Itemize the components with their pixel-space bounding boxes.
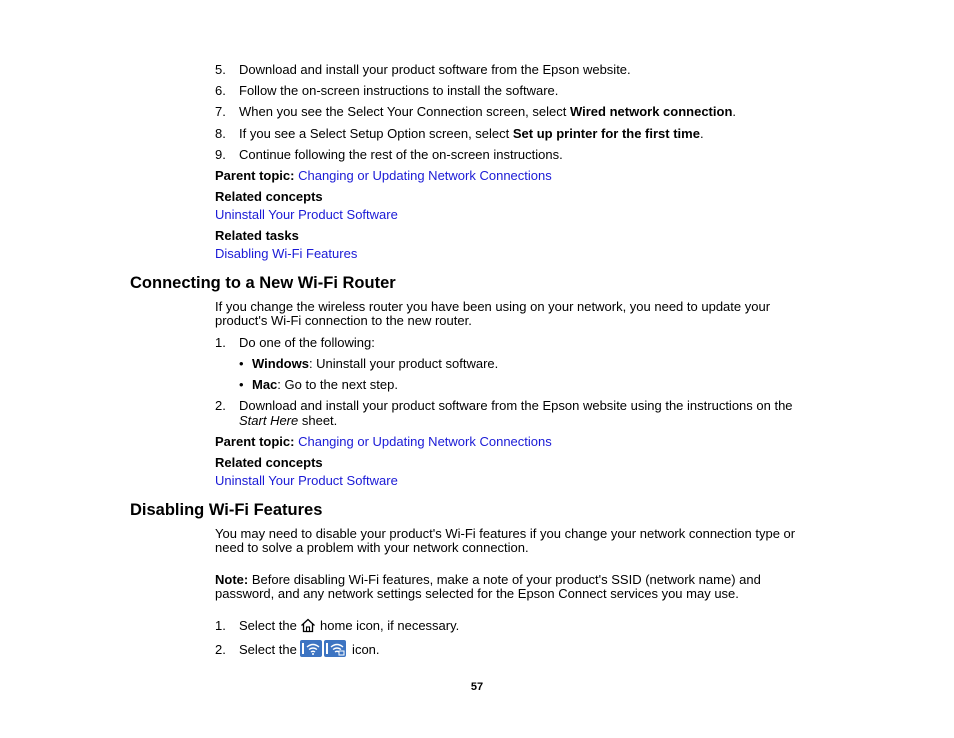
related-concepts-label: Related concepts xyxy=(215,455,323,470)
parent-topic-link[interactable]: Changing or Updating Network Connections xyxy=(298,434,552,449)
bullet: • xyxy=(239,377,244,392)
parent-topic-label: Parent topic: xyxy=(215,434,295,449)
step-number: 8. xyxy=(215,126,226,141)
related-concepts-link[interactable]: Uninstall Your Product Software xyxy=(215,207,398,222)
step-number: 5. xyxy=(215,62,226,77)
wifi-icon xyxy=(300,640,322,657)
step-text: If you see a Select Setup Option screen, select Set up printer for the first time. xyxy=(239,126,704,141)
parent-topic-line xyxy=(215,168,552,183)
home-icon xyxy=(300,618,316,636)
parent-topic-line xyxy=(215,434,552,449)
section2-intro: You may need to disable your product's Wi-Fi features if you change your network connection type or need to solve a problem with your network connection. xyxy=(215,526,796,555)
step-number: 1. xyxy=(215,618,226,633)
step-text: Do one of the following: xyxy=(239,335,375,350)
step-number: 6. xyxy=(215,83,226,98)
related-concepts-label: Related concepts xyxy=(215,189,323,204)
wifi-direct-icon xyxy=(324,640,346,657)
step-text: Download and install your product software from the Epson website. xyxy=(239,62,631,77)
note-label: Note: xyxy=(215,572,249,587)
step-text: Download and install your product software from the Epson website using the instructions on the Start Here sheet. xyxy=(239,398,793,428)
step-number: 2. xyxy=(215,398,226,413)
step-number: 2. xyxy=(215,642,226,657)
parent-topic-label: Parent topic: xyxy=(215,168,295,183)
step-number: 9. xyxy=(215,147,226,162)
section1-intro: If you change the wireless router you have been using on your network, you need to update your product's Wi-Fi connection to the new router. xyxy=(215,299,771,328)
section-heading-disabling-wifi: Disabling Wi-Fi Features xyxy=(130,501,323,519)
section-heading-new-router: Connecting to a New Wi-Fi Router xyxy=(130,274,396,292)
note: Note: Before disabling Wi-Fi features, make a note of your product's SSID (network name) and password, and any network settings selected for the Epson Connect services you may use. xyxy=(215,572,761,601)
bullet-item-mac: Mac: Go to the next step. xyxy=(252,377,398,392)
page-number: 57 xyxy=(470,681,484,693)
step-text: Select the home icon, if necessary. xyxy=(239,618,459,636)
related-tasks-link[interactable]: Disabling Wi-Fi Features xyxy=(215,246,358,261)
step-text: Select the icon. xyxy=(239,642,380,657)
bullet: • xyxy=(239,356,244,371)
step-text: Continue following the rest of the on-screen instructions. xyxy=(239,147,563,162)
step-text: When you see the Select Your Connection screen, select Wired network connection. xyxy=(239,104,737,119)
related-concepts-link[interactable]: Uninstall Your Product Software xyxy=(215,473,398,488)
step-number: 1. xyxy=(215,335,226,350)
parent-topic-link[interactable]: Changing or Updating Network Connections xyxy=(298,168,552,183)
step-number: 7. xyxy=(215,104,226,119)
related-tasks-label: Related tasks xyxy=(215,228,299,243)
step-text: Follow the on-screen instructions to install the software. xyxy=(239,83,559,98)
bullet-item-windows: Windows: Uninstall your product software. xyxy=(252,356,499,371)
